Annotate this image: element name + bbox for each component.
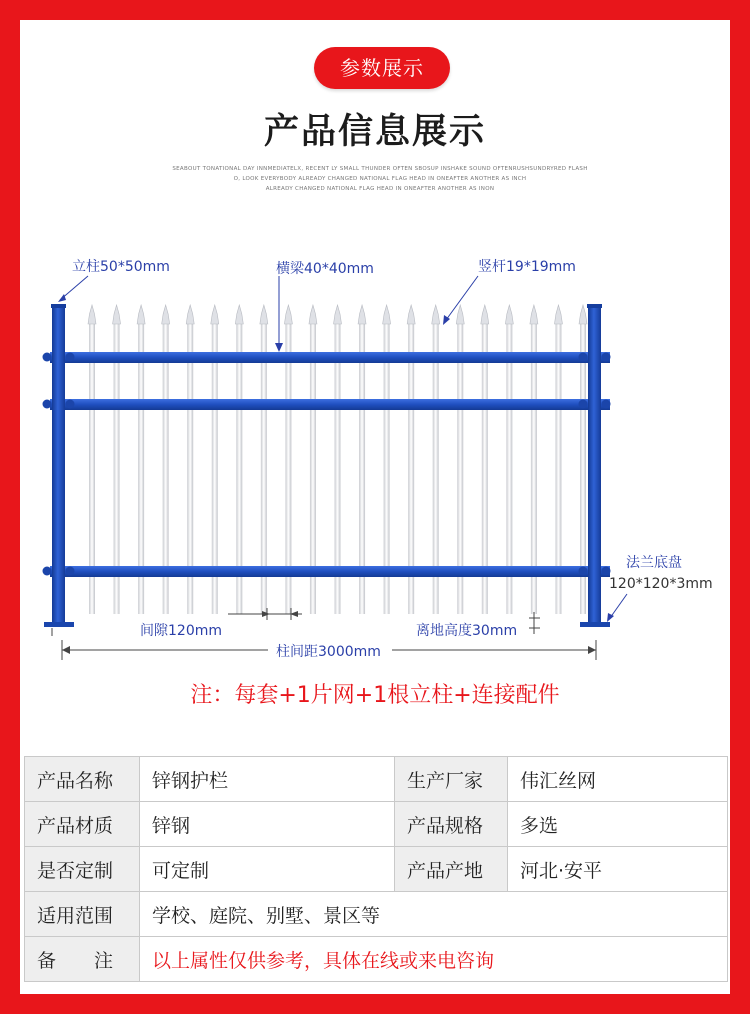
flange-size-label: 120*120*3mm	[609, 576, 713, 592]
spec-value: 河北·安平	[508, 847, 728, 892]
spec-remark: 以上属性仅供参考，具体在线或来电咨询	[140, 937, 728, 982]
bolt	[66, 400, 75, 409]
table-row	[25, 892, 728, 937]
page-title: 产品信息展示	[263, 112, 486, 152]
spec-value: 学校、庭院、别墅、景区等	[140, 892, 728, 937]
table-row	[25, 802, 728, 847]
spec-value: 锌钢护栏	[140, 757, 395, 802]
flange-left	[44, 622, 74, 627]
post-cap-left	[51, 304, 66, 308]
spec-table	[24, 756, 728, 982]
beam-label: 横梁40*40mm	[276, 261, 374, 277]
picket-spear-tip	[113, 305, 121, 324]
spec-key: 生产厂家	[395, 757, 508, 802]
picket-spear-tip	[211, 305, 219, 324]
section-badge: 参数展示	[314, 47, 450, 89]
table-row	[25, 757, 728, 802]
bolt	[43, 400, 52, 409]
spec-key: 是否定制	[25, 847, 140, 892]
table-row	[25, 937, 728, 982]
bolt	[66, 353, 75, 362]
picket-spear-tip	[383, 305, 391, 324]
beam-middle	[50, 399, 610, 410]
picket-spear-tip	[505, 305, 513, 324]
spec-key: 产品材质	[25, 802, 140, 847]
spec-key: 备 注	[25, 937, 140, 982]
bolt	[66, 567, 75, 576]
bolt	[579, 567, 588, 576]
gap-label: 间隙120mm	[140, 623, 222, 639]
picket-spear-tip	[432, 305, 440, 324]
post-callout-arrowhead	[58, 294, 66, 302]
picket-spear-tip	[137, 305, 145, 324]
picket-spear-tip	[530, 305, 538, 324]
picket-spear-tip	[162, 305, 170, 324]
post-right	[588, 306, 601, 624]
package-note: 注：每套+1片网+1根立柱+连接配件	[190, 683, 560, 708]
bolt	[579, 353, 588, 362]
subtitle-line: SEABOUT TONATIONAL DAY INNMEDIATELX, RECENT LY SMALL THUNDER OFTEN SBOSUP INSHAKE SOUND OFTENRUSHSUNDRYRED FLASH	[172, 166, 588, 172]
picket-spear-tip	[88, 305, 96, 324]
post-left	[52, 306, 65, 624]
table-row	[25, 847, 728, 892]
flange-label: 法兰底盘	[626, 555, 682, 571]
post-label: 立柱50*50mm	[72, 259, 170, 275]
spec-key: 产品规格	[395, 802, 508, 847]
post-cap-right	[587, 304, 602, 308]
picket-spear-tip	[260, 305, 268, 324]
picket-spear-tip	[554, 305, 562, 324]
bolt	[602, 353, 611, 362]
spec-key: 产品产地	[395, 847, 508, 892]
picket-spear-tip	[481, 305, 489, 324]
spec-key: 产品名称	[25, 757, 140, 802]
bolt	[43, 567, 52, 576]
spec-value: 可定制	[140, 847, 395, 892]
flange-callout-line	[610, 594, 627, 618]
bolt	[43, 353, 52, 362]
picket-spear-tip	[186, 305, 194, 324]
bolt	[579, 400, 588, 409]
picket-spear-tip	[334, 305, 342, 324]
picket-spear-tip	[309, 305, 317, 324]
picket-label: 竖杆19*19mm	[478, 259, 576, 275]
beam-top	[50, 352, 610, 363]
bolt	[602, 567, 611, 576]
spec-value: 伟汇丝网	[508, 757, 728, 802]
flange-right	[580, 622, 610, 627]
spec-key: 适用范围	[25, 892, 140, 937]
picket-spear-tip	[579, 305, 587, 324]
bolt	[602, 400, 611, 409]
subtitle-line: ALREADY CHANGED NATIONAL FLAG HEAD IN ONEAFTER ANOTHER AS INON	[265, 186, 495, 192]
picket-spear-tip	[407, 305, 415, 324]
beam-callout-arrowhead	[275, 343, 283, 352]
span-label: 柱间距3000mm	[276, 644, 381, 660]
subtitle-line: O, LOOK EVERYBODY ALREADY CHANGED NATIONAL FLAG HEAD IN ONEAFTER ANOTHER AS INCH	[233, 176, 527, 182]
beam-bottom	[50, 566, 610, 577]
picket-spear-tip	[284, 305, 292, 324]
spec-value: 锌钢	[140, 802, 395, 847]
span-arrow-right	[588, 646, 596, 654]
spec-value: 多选	[508, 802, 728, 847]
ground-height-label: 离地高度30mm	[416, 623, 518, 639]
picket-spear-tip	[358, 305, 366, 324]
picket-spear-tip	[235, 305, 243, 324]
picket-spear-tip	[456, 305, 464, 324]
span-arrow-left	[62, 646, 70, 654]
